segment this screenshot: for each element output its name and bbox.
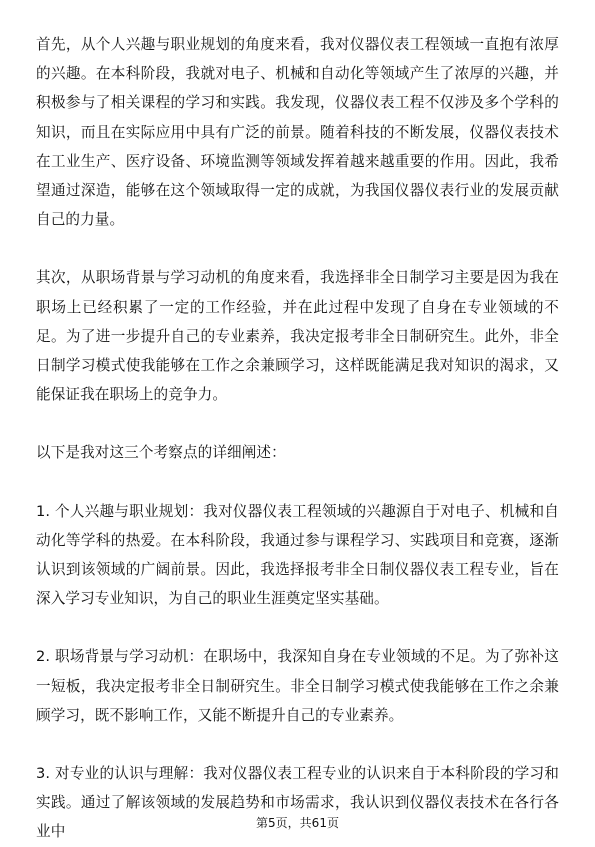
- paragraph-spacer: [36, 468, 559, 497]
- paragraph-interest-planning: 首先，从个人兴趣与职业规划的角度来看，我对仪器仪表工程领域一直抱有浓厚的兴趣。在本科阶段，我就对电子、机械和自动化等领域产生了浓厚的兴趣，并积极参与了相关课程的学习和实践。我发现，仪器仪表工程不仅涉及多个学科的知识，而且在实际应用中具有广泛的前景。随着科技的不断发展，仪器仪表技术在工业生产、医疗设备、环境监测等领域发挥着越来越重要的作用。因此，我希望通过深造，能够在这个领域取得一定的成就，为我国仪器仪表行业的发展贡献自己的力量。: [36, 36, 559, 229]
- document-body: [36, 30, 559, 847]
- list-item-point-1: 1. 个人兴趣与职业规划：我对仪器仪表工程领域的兴趣源自于对电子、机械和自动化等学科的热爱。在本科阶段，我通过参与课程学习、实践项目和竞赛，逐渐认识到该领域的广阔前景。因此，我选择报考非全日制仪器仪表工程专业，旨在深入学习专业知识，为自己的职业生涯奠定坚实基础。: [36, 502, 559, 608]
- paragraph-spacer: [36, 234, 559, 263]
- paragraph-intro-points: 以下是我对这三个考察点的详细阐述：: [36, 444, 286, 462]
- list-item-point-3: 3. 对专业的认识与理解：我对仪器仪表工程专业的认识来自于本科阶段的学习和实践。通过了解该领域的发展趋势和市场需求，我认识到仪器仪表技术在各行各业中: [36, 765, 559, 841]
- paragraph-spacer: [36, 613, 559, 642]
- list-item-point-2: 2. 职场背景与学习动机：在职场中，我深知自身在专业领域的不足。为了弥补这一短板，我决定报考非全日制研究生。非全日制学习模式使我能够在工作之余兼顾学习，既不影响工作，又能不断提升自己的专业素养。: [36, 648, 559, 724]
- paragraph-spacer: [36, 730, 559, 759]
- paragraph-career-motivation: 其次，从职场背景与学习动机的角度来看，我选择非全日制学习主要是因为我在职场上已经积累了一定的工作经验，并在此过程中发现了自身在专业领域的不足。为了进一步提升自己的专业素养，我决定报考非全日制研究生。此外，非全日制学习模式使我能够在工作之余兼顾学习，这样既能满足我对知识的渴求，又能保证我在职场上的竞争力。: [36, 269, 559, 404]
- paragraph-spacer: [36, 409, 559, 438]
- page-number-footer: 第5页，共61页: [256, 816, 339, 830]
